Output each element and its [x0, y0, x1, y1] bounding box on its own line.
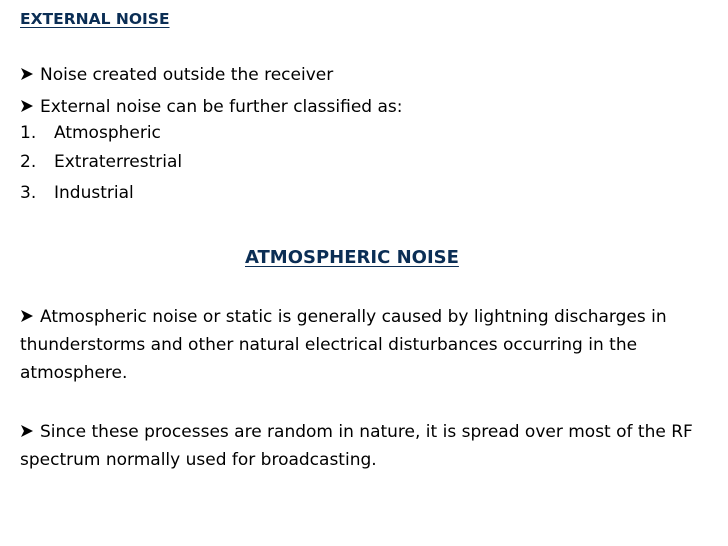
- arrow-bullet-icon: [20, 309, 34, 323]
- list-item: [20, 120, 161, 146]
- bullet-item: [20, 94, 402, 120]
- bullet-text: Noise created outside the receiver: [40, 65, 334, 85]
- atmospheric-noise-heading: ATMOSPHERIC NOISE: [245, 247, 459, 268]
- list-text: Industrial: [54, 183, 134, 203]
- bullet-item: [20, 62, 333, 88]
- list-number: 2.: [20, 152, 37, 172]
- list-number: 1.: [20, 123, 37, 143]
- list-number: 3.: [20, 183, 37, 203]
- arrow-bullet-icon: [20, 99, 34, 113]
- arrow-bullet-icon: [20, 424, 34, 438]
- bullet-text: External noise can be further classified as:: [40, 97, 403, 117]
- paragraph-text: Atmospheric noise or static is generally caused by lightning discharges in thunderstorms and other natural electrical disturbances occurring in the atmosphere.: [20, 307, 667, 383]
- external-noise-heading: EXTERNAL NOISE: [20, 10, 170, 28]
- list-text: Atmospheric: [54, 123, 161, 143]
- list-item: [20, 180, 134, 206]
- list-text: Extraterrestrial: [54, 152, 183, 172]
- list-item: [20, 149, 182, 175]
- arrow-bullet-icon: [20, 67, 34, 81]
- paragraph: [20, 303, 728, 387]
- paragraph: [20, 418, 728, 474]
- paragraph-text: Since these processes are random in nature, it is spread over most of the RF spectrum normally used for broadcasting.: [20, 422, 693, 470]
